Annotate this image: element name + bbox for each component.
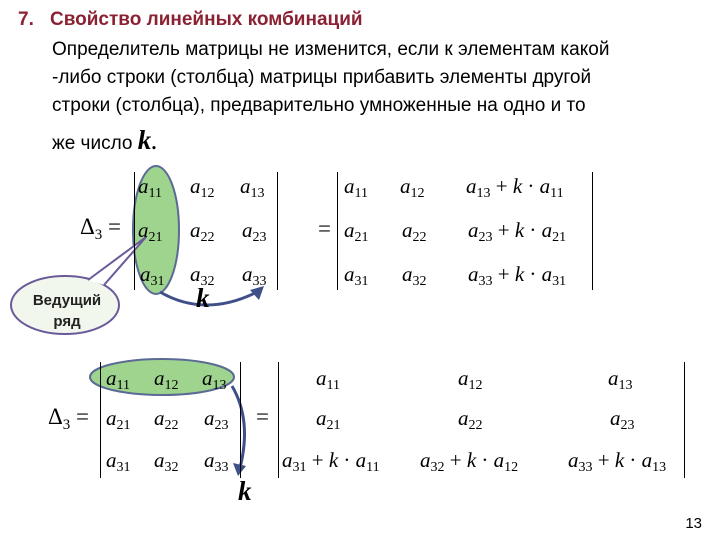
- entry-b33: $a_{33} + k \cdot a_{31}$: [468, 262, 567, 289]
- entry-a33-1: $a_{33}$: [242, 262, 267, 289]
- title-text: Свойство линейных комбинаций: [50, 9, 363, 30]
- det-bar-left-1a: [134, 172, 135, 290]
- k-label-2: k: [238, 476, 252, 506]
- entry-c12: $a_{12}$: [154, 366, 179, 393]
- entry-c32: $a_{32}$: [154, 448, 179, 475]
- callout-label: [22, 290, 112, 332]
- det-bar-right-2a: [240, 362, 241, 478]
- entry-a12-1: $a_{12}$: [190, 174, 215, 201]
- entry-b31: $a_{31}$: [344, 262, 369, 289]
- entry-d22: $a_{22}$: [458, 406, 483, 433]
- det-bar-left-2a: [100, 362, 101, 478]
- entry-b12: $a_{12}$: [400, 174, 425, 201]
- delta-symbol-2: $\Delta_3$ =: [48, 404, 90, 433]
- paragraph-line-1: Определитель матрицы не изменится, если к элементам какой: [52, 39, 610, 60]
- last-line-text: же число: [52, 133, 133, 154]
- callout-line-2: ряд: [53, 313, 81, 330]
- delta-symbol-1: $\Delta_3$ =: [80, 214, 122, 243]
- det-bar-right-1a: [277, 172, 278, 290]
- entry-a32-1: $a_{32}$: [190, 262, 215, 289]
- period: .: [151, 125, 158, 155]
- callout-line-1: Ведущий: [32, 292, 102, 309]
- entry-b11: $a_{11}$: [344, 174, 368, 201]
- entry-d12: $a_{12}$: [458, 366, 483, 393]
- entry-a11-1: $a_{11}$: [138, 174, 162, 201]
- page-number: 13: [685, 515, 702, 532]
- det-bar-right-1b: [592, 172, 593, 290]
- entry-a13-1: $a_{13}$: [240, 174, 265, 201]
- entry-a31-1: $a_{31}$: [140, 262, 165, 289]
- entry-c33: $a_{33}$: [204, 448, 229, 475]
- entry-b32: $a_{32}$: [402, 262, 427, 289]
- entry-b22: $a_{22}$: [402, 218, 427, 245]
- det-bar-left-1b: [337, 172, 338, 290]
- equals-1: =: [318, 216, 331, 241]
- paragraph-line-2: -либо строки (столбца) матрицы прибавить элементы другой: [52, 67, 592, 88]
- det-bar-left-2b: [278, 362, 279, 478]
- entry-a21-1: $a_{21}$: [138, 218, 163, 245]
- entry-b13: $a_{13} + k \cdot a_{11}$: [466, 174, 564, 201]
- entry-c22: $a_{22}$: [154, 406, 179, 433]
- equals-2: =: [256, 404, 269, 429]
- entry-b23: $a_{23} + k \cdot a_{21}$: [468, 218, 567, 245]
- entry-c31: $a_{31}$: [106, 448, 131, 475]
- entry-d31: $a_{31} + k \cdot a_{11}$: [282, 448, 380, 475]
- entry-c13: $a_{13}$: [202, 366, 227, 393]
- entry-a23-1: $a_{23}$: [242, 218, 267, 245]
- entry-d23: $a_{23}$: [610, 406, 635, 433]
- entry-d21: $a_{21}$: [316, 406, 341, 433]
- k-symbol: k: [137, 125, 152, 155]
- entry-c21: $a_{21}$: [106, 406, 131, 433]
- k-label-1: k: [196, 283, 210, 313]
- entry-c23: $a_{23}$: [204, 406, 229, 433]
- entry-d11: $a_{11}$: [316, 366, 340, 393]
- slide-number: 7.: [18, 9, 34, 30]
- curved-arrow-2: [232, 386, 245, 468]
- entry-b21: $a_{21}$: [344, 218, 369, 245]
- det-bar-right-2b: [684, 362, 685, 478]
- entry-d32: $a_{32} + k \cdot a_{12}$: [420, 448, 519, 475]
- entry-d13: $a_{13}$: [608, 366, 633, 393]
- paragraph-line-3: строки (столбца), предварительно умноженные на одно и то: [52, 95, 586, 116]
- entry-c11: $a_{11}$: [106, 366, 130, 393]
- entry-d33: $a_{33} + k \cdot a_{13}$: [568, 448, 667, 475]
- entry-a22-1: $a_{22}$: [190, 218, 215, 245]
